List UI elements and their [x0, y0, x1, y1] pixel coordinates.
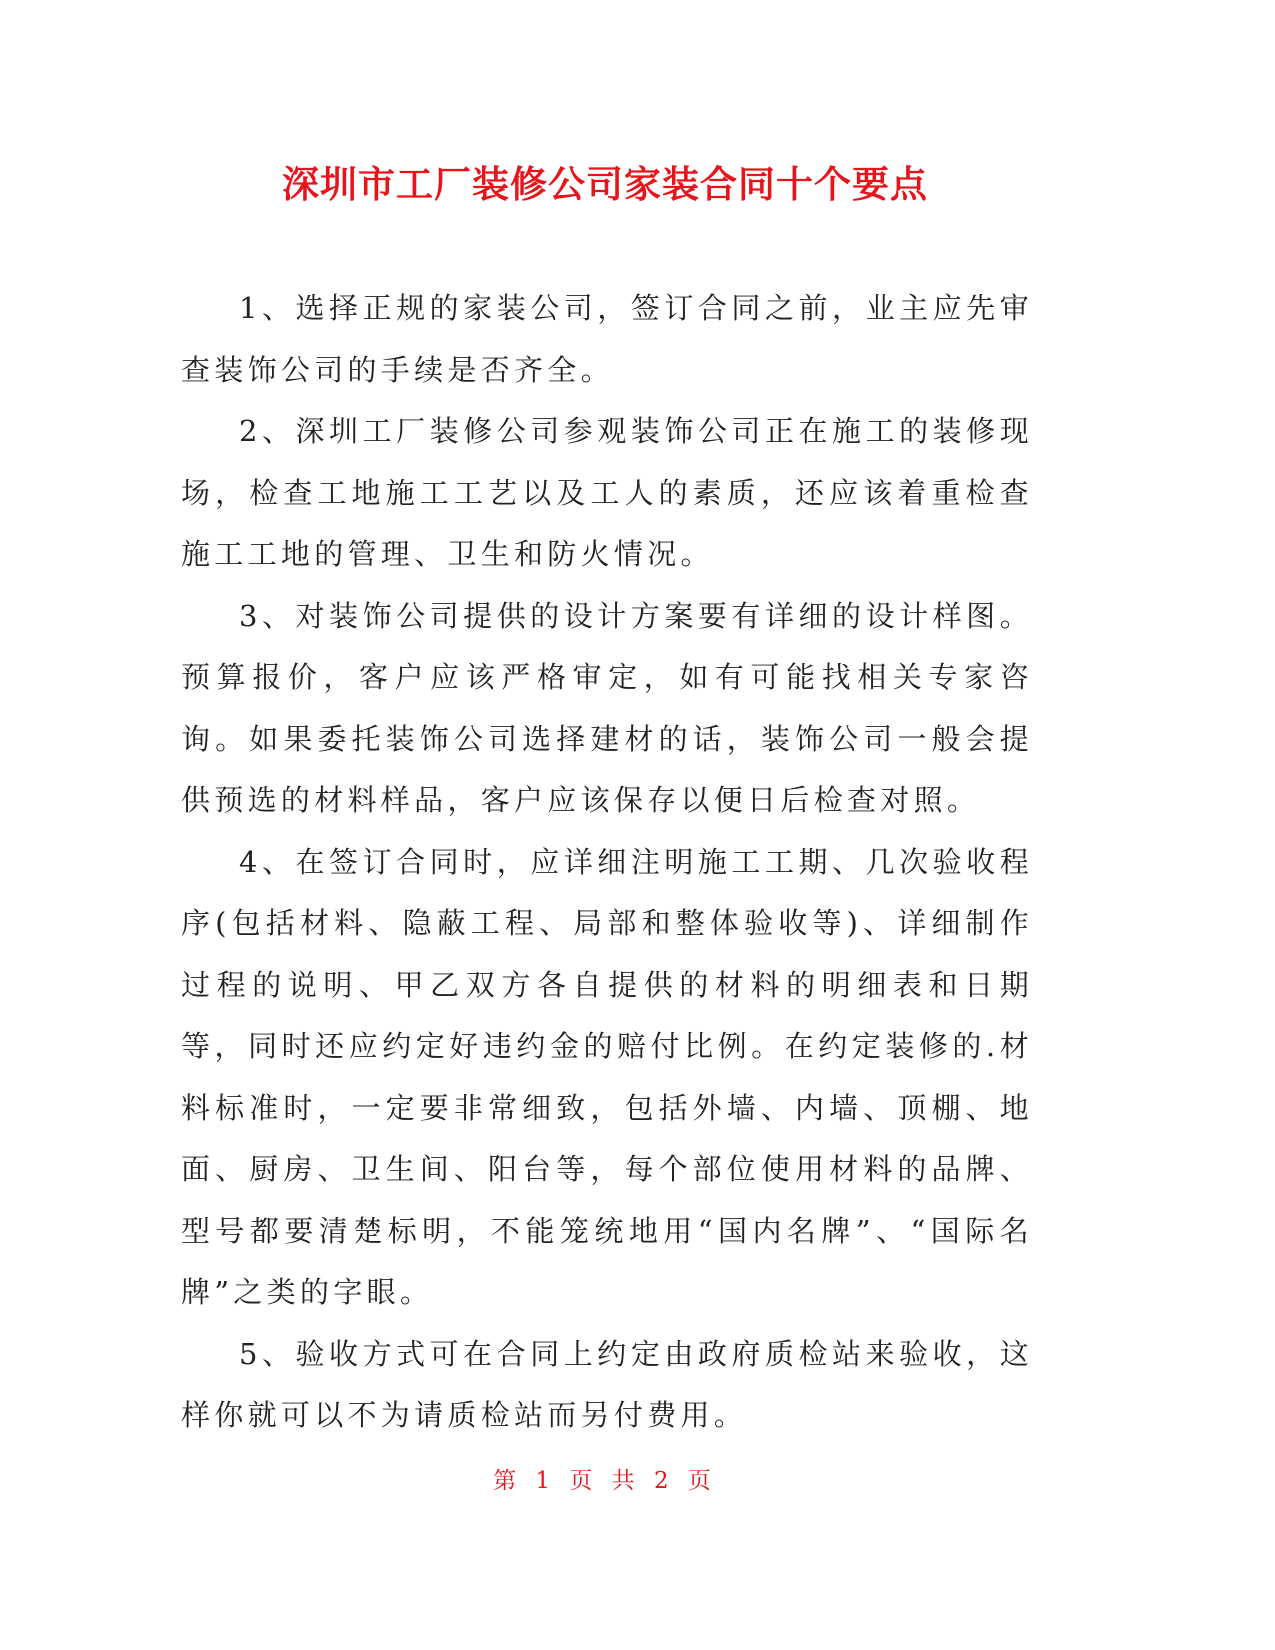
footer-total-pages: 2 — [653, 1468, 675, 1494]
document-title: 深圳市工厂装修公司家装合同十个要点 — [282, 163, 928, 206]
paragraph-4: 4、在签订合同时，应详细注明施工工期、几次验收程序(包括材料、隐蔽工程、局部和整体验收等)、详细制作过程的说明、甲乙双方各自提供的材料的明细表和日期等，同时还应约定好违约金的赔付比例。在约定装修的.材料标准时，一定要非常细致，包括外墙、内墙、顶棚、地面、厨房、卫生间、阳台等，每个部位使用材料的品牌、型号都要清楚标明，不能笼统地用“国内名牌”、“国际名牌”之类的字眼。 — [181, 844, 1033, 1309]
footer-middle: 页 共 — [569, 1468, 641, 1494]
paragraph-1: 1、选择正规的家装公司，签订合同之前，业主应先审查装饰公司的手续是否齐全。 — [181, 291, 1033, 387]
footer-prefix: 第 — [493, 1468, 523, 1494]
document-body — [181, 278, 1033, 1447]
footer-suffix: 页 — [687, 1468, 717, 1494]
paragraph-2: 2、深圳工厂装修公司参观装饰公司正在施工的装修现场，检查工地施工工艺以及工人的素质，还应该着重检查施工工地的管理、卫生和防火情况。 — [181, 414, 1033, 571]
footer-current-page: 1 — [535, 1468, 557, 1494]
paragraph-5: 5、验收方式可在合同上约定由政府质检站来验收，这样你就可以不为请质检站而另付费用。 — [181, 1336, 1033, 1432]
paragraph-3: 3、对装饰公司提供的设计方案要有详细的设计样图。预算报价，客户应该严格审定，如有可能找相关专家咨询。如果委托装饰公司选择建材的话，装饰公司一般会提供预选的材料样品，客户应该保存以便日后检查对照。 — [181, 598, 1033, 817]
page-number-footer — [0, 1463, 1210, 1499]
